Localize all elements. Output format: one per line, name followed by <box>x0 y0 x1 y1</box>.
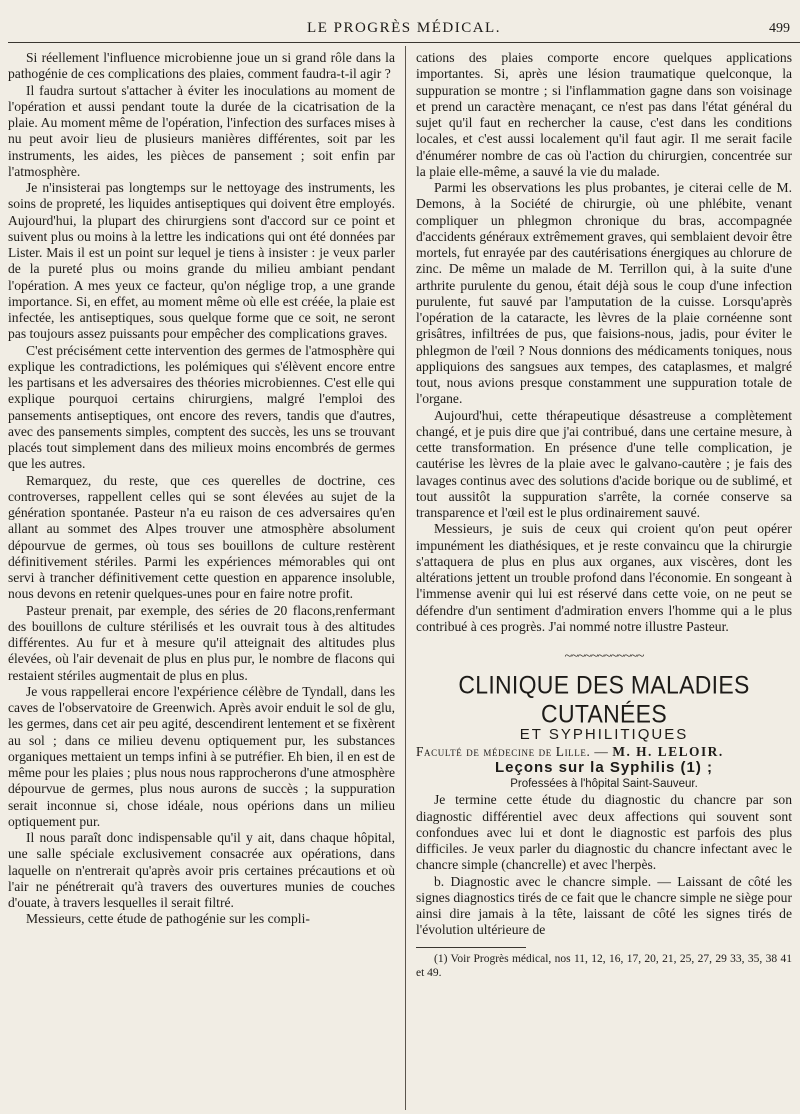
faculty-label: Faculté de médecine de Lille. — <box>416 743 609 759</box>
footnote-rule <box>416 947 526 948</box>
faculty-line <box>416 744 792 760</box>
paragraph: Je n'insisterai pas longtemps sur le nettoyage des instruments, les soins de propreté, les liquides antiseptiques qui doivent être employés. Aujourd'hui, la plupart des chirurgiens sont d'accord sur ce point et suivent plus ou moins à la lettre les indications qui ont été données par Lister. Mais il est un point sur lequel je tiens à insister : je veux parler de la pureté plus ou moins grande du milieu ambiant pendant l'opération. A mes yeux ce facteur, qu'on néglige trop, a une grande importance. Si, en effet, au moment même où elle est créée, la plaie est infectée, les antiseptiques, sous quelque forme que ce soit, ne seront pas toujours assez puissants pour empêcher des complications graves. <box>8 180 395 342</box>
running-head: LE PROGRÈS MÉDICAL. <box>307 20 501 36</box>
paragraph: Aujourd'hui, cette thérapeutique désastreuse a complètement changé, et je puis dire que j'ai contribué, dans une certaine mesure, à cette transformation. En présence d'une telle complication, je cautérise les lèvres de la plaie avec le galvano-cautère ; je fais des lavages continus avec des solutions d'acide borique ou de sublimé, et tout aussitôt la suppuration s'arrête, la cornée conserve sa transparence et l'œil est le plus ordinairement sauvé. <box>416 407 792 520</box>
paragraph: Il faudra surtout s'attacher à éviter les inoculations au moment de l'opération et aussi pendant toute la durée de la cicatrisation de la plaie. Au moment même de l'opération, l'infection des surfaces mises à nu peut avoir lieu de plusieurs manières différentes, soit par les instruments, les aides, les pièces de pansement ; soit enfin par l'atmosphère. <box>8 82 395 179</box>
left-column <box>8 50 395 1110</box>
column-divider <box>405 46 406 1110</box>
paragraph: Si réellement l'influence microbienne joue un si grand rôle dans la pathogénie de ces complications des plaies, comment faudra-t-il agir ? <box>8 50 395 82</box>
footnote: (1) Voir Progrès médical, nos 11, 12, 16, 17, 20, 21, 25, 27, 29 33, 35, 38 41 et 49. <box>416 952 792 979</box>
paragraph: Messieurs, cette étude de pathogénie sur les compli- <box>26 911 310 927</box>
paragraph: C'est précisément cette intervention des germes de l'atmosphère qui explique les contradictions, les polémiques qui s'élèvent encore entre les partisans et les adversaires des théories microbiennes. C'est elle qui explique pourquoi certains chirurgiens, malgré l'emploi des pansements antiseptiques, ont encore des revers, tandis que d'autres, avec des pansements simples, comptent des succès, les uns se trouvant placés tout simplement dans des milieux moins encombrés de germes que les autres. <box>8 342 395 472</box>
page-header <box>8 16 800 43</box>
paragraph: Il nous paraît donc indispensable qu'il y ait, dans chaque hôpital, une salle spéciale exclusivement consacrée aux opérations, dans laquelle on n'entrerait qu'après avoir pris certaines précautions et où l'air ne pénétrerait qu'à travers des ouvertures munies de couches d'ouate, à travers lesquelles il serait filtré. <box>8 830 395 910</box>
paragraph: Parmi les observations les plus probantes, je citerai celle de M. Demons, à la Société de chirurgie, où une phlébite, venant compliquer un phlegmon chronique du bras, accompagnée d'accidents généraux extrêmement graves, qui semblaient devoir être mortels, fut enrayée par des cautérisations énergiques au chlorure de zinc. De même un malade de M. Terrillon qui, à la suite d'une arthrite purulente du genou, était déjà sous le coup d'une infection purulente, fut sauvé par l'amputation de la cuisse. Lorsqu'après l'opération de la cataracte, les lèvres de la plaie cornéenne sont grisâtres, infiltrées de pus, que faisions-nous, jadis, pour éviter le phlegmon de l'œil ? Nous donnions des médicaments toniques, nous appliquions des sangsues aux tempes, des cataplasmes, et malgré tout, nous avions presque constamment une suppuration totale de l'organe. <box>416 180 792 407</box>
section-subtitle: ET SYPHILITIQUES <box>519 726 689 744</box>
paragraph: Je vous rappellerai encore l'expérience célèbre de Tyndall, dans les caves de l'observatoire de Greenwich. Après avoir enduit le sol de glu, les germes, dans cet air peu agité, descendirent lentement et se fixèrent au sol ; dans ce milieu devenu optiquement pur, les substances organiques mettaient un temps infini à se putréfier. Eh bien, il en est de même pour les plaies ; plus nous nous rapprocherons d'une atmosphère dépourvue de germes, plus nous aurons de succès ; la suppuration serait inconnue si, chose idéale, nous opérions dans un milieu optiquement pur. <box>8 683 395 829</box>
paragraph: Pasteur prenait, par exemple, des séries de 20 flacons,renfermant des bouillons de culture stérilisés et les ouvrait tous à des altitudes différentes. Au fur et à mesure qu'il atteignait des altitudes plus élevées, où l'air devenait de plus en plus pur, le nombre de flacons qui restaient stériles augmentait de plus en plus. <box>8 602 395 683</box>
right-column <box>416 50 792 1110</box>
lecture-subtitle: Professées à l'hôpital Saint-Sauveur. <box>510 778 698 790</box>
paragraph: b. Diagnostic avec le chancre simple. — Laissant de côté les signes diagnostics tirés de ce fait que le chancre simple ne siège pour ainsi dire jamais à la tête, laissant de côté les signes tirés de l'évolution ultérieure de <box>416 873 792 938</box>
paragraph: Messieurs, je suis de ceux qui croient qu'on peut opérer impunément les diathésiques, et je reste convaincu que la chirurgie s'attaquera de plus en plus aux organes, aux viscères, dont les altérations jettent un trouble profond dans l'économie. En songeant à l'immense avenir qui lui est réservé dans cette voie, on ne peut se défendre d'un sentiment d'admiration envers l'homme qui a le plus contribué à ces progrès. J'ai nommé notre illustre Pasteur. <box>416 521 792 634</box>
page-number: 499 <box>769 21 790 36</box>
paragraph: Remarquez, du reste, que ces querelles de doctrine, ces controverses, rappellent celles qui se sont élevées au sujet de la génération spontanée. Pasteur n'a eu raison de ces adversaires qu'en allant au sommet des Alpes trouver une atmosphère absolument dépourvue de germes, où tous ses bouillons de culture restèrent définitivement stériles. Parmi les expériences mémorables qui ont servi à trancher définitivement cette question en apparence insoluble, nous devons en retenir quelques-unes pour en faire notre profit. <box>8 472 395 602</box>
author-name: M. H. LELOIR. <box>612 743 724 759</box>
section-title: CLINIQUE DES MALADIES CUTANÉES <box>458 671 750 729</box>
section-ornament: ~~~~~~~~~~~~ <box>564 649 644 664</box>
lecture-title: Leçons sur la Syphilis (1) ; <box>494 758 714 776</box>
paragraph: cations des plaies comporte encore quelques applications importantes. Si, après une lésion traumatique quelconque, la suppuration se montre ; si l'inflammation gagne dans son voisinage et prend un caractère menaçant, ce n'est pas dans l'état général du sujet qu'il faut en rechercher la cause, c'est dans les conditions locales, et c'est aussi localement qu'il faut agir. Il me serait facile d'énumérer nombre de cas où l'action du chirurgien, concentrée sur la plaie elle-même, a sauvé la vie du malade. <box>416 50 792 179</box>
paragraph: Je termine cette étude du diagnostic du chancre par son diagnostic différentiel avec deux affections qui souvent sont confondues avec lui et dont le diagnostic est parfois des plus difficiles. Je veux parler du diagnostic du chancre infectant avec le chancre simple (chancrelle) et avec l'herpès. <box>416 792 792 873</box>
